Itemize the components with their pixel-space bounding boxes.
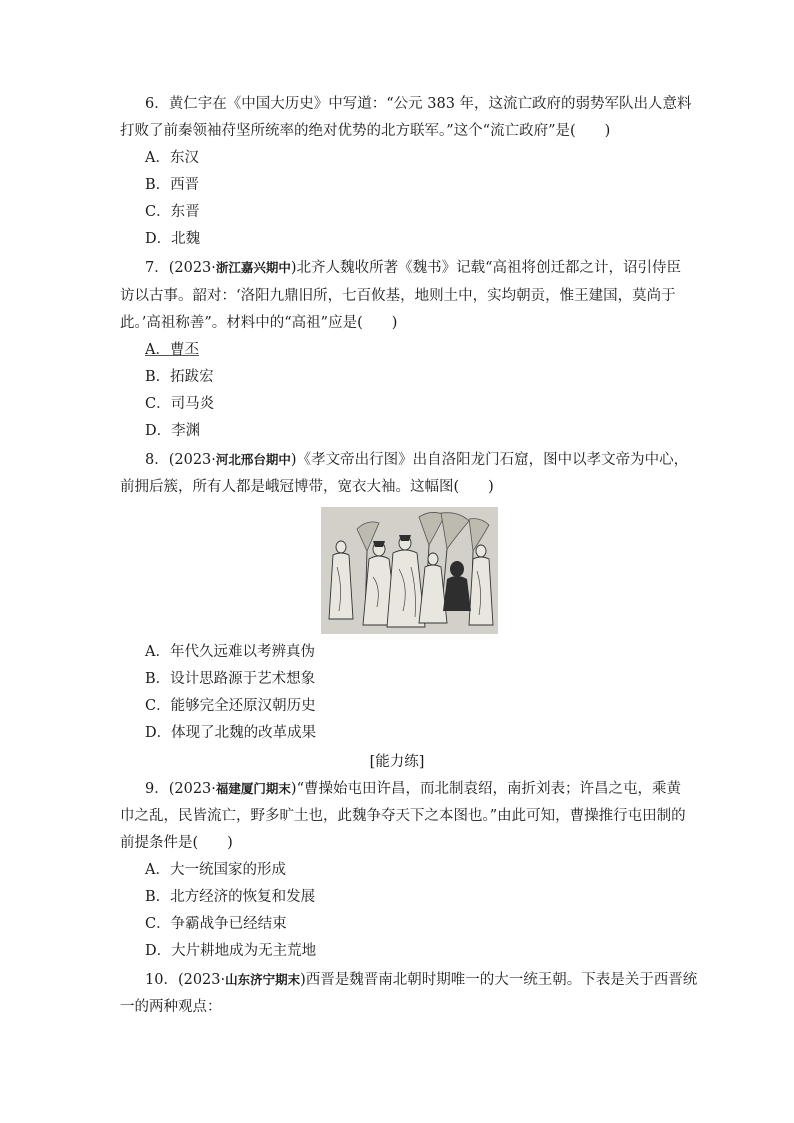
q6-line-2: 打败了前秦领袖苻坚所统率的绝对优势的北方联军。”这个“流亡政府”是( ) — [120, 123, 611, 139]
q6-option-b: B．西晋 — [145, 177, 200, 193]
q6-option-c: C．东晋 — [145, 204, 200, 220]
q9-option-b: B．北方经济的恢复和发展 — [145, 889, 316, 905]
q8-line-1 — [145, 450, 705, 470]
q7-option-b: B．拓跋宏 — [145, 369, 214, 385]
q7-line-2: 访以古事。韶对：‘洛阳九鼎旧所，七百攸基，地则土中，实均朝贡，惟王建国，莫尚于 — [120, 288, 676, 304]
q7-option-a: A．曹丕 — [145, 342, 199, 358]
q10-line-2: 一的两种观点： — [120, 999, 222, 1015]
q7-source: 浙江嘉兴期中 — [215, 260, 291, 275]
q9-line-1 — [145, 779, 705, 799]
q8-option-c: C．能够完全还原汉朝历史 — [145, 698, 316, 714]
procession-drawing — [321, 507, 498, 634]
q9-source: 福建厦门期末 — [215, 781, 291, 796]
q8-number: 8．(2023· — [145, 452, 216, 468]
q6-line-1: 6．黄仁宇在《中国大历史》中写道：“公元 383 年，这流亡政府的弱势军队出人意料 — [145, 96, 692, 112]
q6-option-a: A．东汉 — [145, 150, 199, 166]
q9-line-2: 巾之乱，民皆流亡，野多旷土也，此魏争夺天下之本图也。”由此可知，曹操推行屯田制的 — [120, 808, 686, 824]
q7-option-c: C．司马炎 — [145, 396, 215, 412]
q7-line-3: 此。’高祖称善”。材料中的“高祖”应是( ) — [120, 315, 398, 331]
q8-line-1-text: )《孝文帝出行图》出自洛阳龙门石窟，图中以孝文帝为中心， — [290, 452, 689, 468]
q8-option-a: A．年代久远难以考辨真伪 — [145, 644, 315, 660]
q7-line-1 — [145, 258, 705, 278]
section-title: [能力练] — [369, 754, 425, 770]
q9-line-3: 前提条件是( ) — [120, 835, 233, 851]
q7-option-d: D．李渊 — [145, 423, 201, 439]
q7-number: 7．(2023· — [145, 260, 216, 276]
q8-option-b: B．设计思路源于艺术想象 — [145, 671, 316, 687]
q8-source: 河北邢台期中 — [215, 452, 291, 467]
q9-line-1-text: )“曹操始屯田许昌，而北制袁绍，南折刘表；许昌之屯，乘黄 — [290, 781, 681, 797]
q9-option-c: C．争霸战争已经结束 — [145, 916, 287, 932]
q8-line-2: 前拥后簇，所有人都是峨冠博带，宽衣大袖。这幅图( ) — [120, 479, 494, 495]
q9-option-a: A．大一统国家的形成 — [145, 862, 286, 878]
q10-number: 10．(2023· — [145, 972, 226, 988]
q9-number: 9．(2023· — [145, 781, 216, 797]
q6-option-d: D．北魏 — [145, 231, 201, 247]
q10-line-1-text: )西晋是魏晋南北朝时期唯一的大一统王朝。下表是关于西晋统 — [300, 972, 698, 988]
q10-source: 山东济宁期末 — [225, 972, 301, 987]
q8-option-d: D．体现了北魏的改革成果 — [145, 725, 317, 741]
q7-line-1-text: )北齐人魏收所著《魏书》记载“高祖将创迁都之计，诏引侍臣 — [290, 260, 681, 276]
procession-illustration — [321, 507, 498, 634]
q9-option-d: D．大片耕地成为无主荒地 — [145, 943, 317, 959]
q10-line-1 — [145, 970, 705, 990]
